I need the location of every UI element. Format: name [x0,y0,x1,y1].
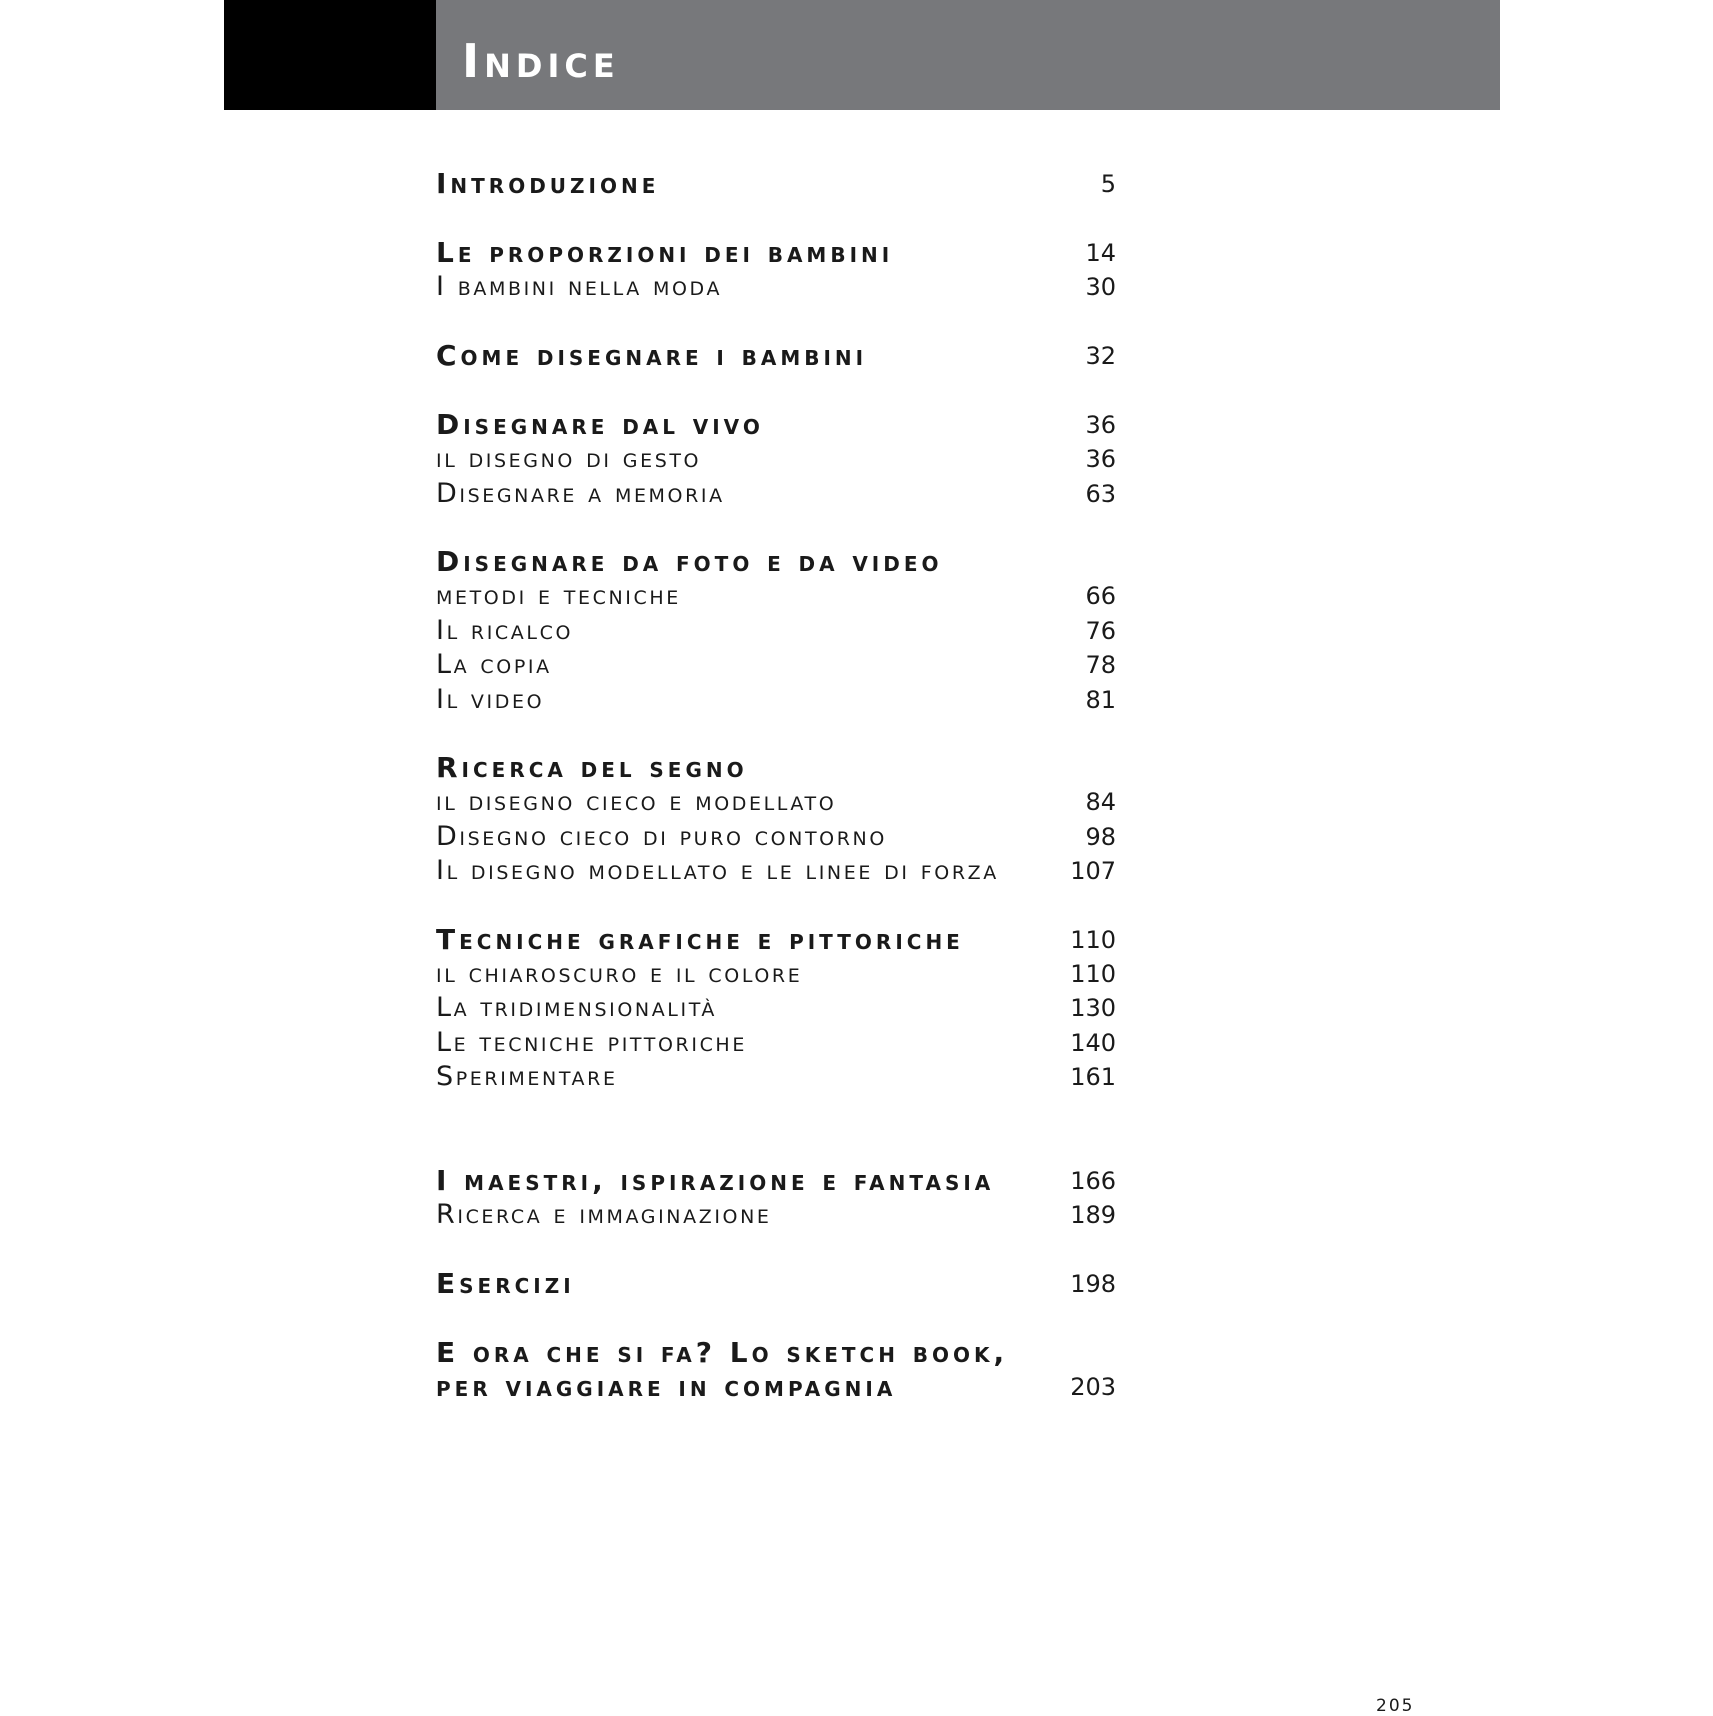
toc-entry-page: 32 [1085,342,1116,370]
toc-entry-label: Ricerca del segno [436,751,748,784]
toc-entry-page: 36 [1085,445,1116,473]
toc-entry[interactable] [436,785,1116,819]
toc-entry[interactable] [436,270,1116,304]
toc-entry[interactable] [436,1164,1116,1198]
toc-entry[interactable] [436,579,1116,613]
toc-entry[interactable] [436,854,1116,888]
toc-entry-page: 81 [1085,686,1116,714]
toc-entry-label: Le proporzioni dei bambini [436,236,894,269]
toc-entry-page: 189 [1070,1201,1116,1229]
toc-entry[interactable] [436,545,1116,579]
toc-entry[interactable] [436,1267,1116,1301]
toc-entry-label: E ora che si fa? Lo sketch book, [436,1336,1009,1369]
toc-entry-page: 14 [1085,239,1116,267]
toc-entry-label: il disegno di gesto [436,443,702,474]
toc-entry-page: 78 [1085,651,1116,679]
toc-entry-label: La tridimensionalità [436,992,718,1023]
toc-entry-label: I bambini nella moda [436,271,723,302]
toc-entry[interactable] [436,648,1116,682]
toc-entry-page: 66 [1085,582,1116,610]
page-title: Indice [462,34,620,88]
toc-entry[interactable] [436,683,1116,717]
toc-entry[interactable] [436,408,1116,442]
toc-entry[interactable] [436,442,1116,476]
toc-entry[interactable] [436,820,1116,854]
toc-entry-label: Il disegno modellato e le linee di forza [436,855,999,886]
toc-entry[interactable] [436,477,1116,511]
toc-entry[interactable] [436,167,1116,201]
toc-entry-page: 107 [1070,857,1116,885]
toc-entry-label: Disegnare da foto e da video [436,545,943,578]
toc-entry[interactable] [436,1060,1116,1094]
toc-entry-label: La copia [436,649,552,680]
toc-entry-page: 110 [1070,960,1116,988]
toc-entry-page: 110 [1070,926,1116,954]
toc-entry-label: Sperimentare [436,1061,618,1092]
toc-entry-label: Il video [436,684,545,715]
toc-entry[interactable] [436,991,1116,1025]
toc-entry-page: 63 [1085,480,1116,508]
toc-entry-page: 30 [1085,273,1116,301]
toc-entry-page: 166 [1070,1167,1116,1195]
toc-entry-label: Disegnare dal vivo [436,408,764,441]
toc-entry[interactable] [436,1336,1116,1370]
page-number: 205 [1376,1696,1415,1716]
toc-entry-page: 140 [1070,1029,1116,1057]
toc-entry-label: Come disegnare i bambini [436,339,868,372]
toc-entry[interactable] [436,236,1116,270]
toc-entry-page: 84 [1085,788,1116,816]
toc-entry-label: Introduzione [436,167,660,200]
toc-entry-label: Disegno cieco di puro contorno [436,821,887,852]
toc-entry-page: 130 [1070,994,1116,1022]
toc-entry[interactable] [436,751,1116,785]
toc-entry[interactable] [436,1026,1116,1060]
toc-entry-label: Il ricalco [436,615,574,646]
toc-entry-label: I maestri, ispirazione e fantasia [436,1164,995,1197]
toc-entry[interactable] [436,614,1116,648]
toc-entry[interactable] [436,1370,1116,1404]
toc-entry-page: 98 [1085,823,1116,851]
toc-entry-label: per viaggiare in compagnia [436,1370,897,1403]
header-black-block [224,0,436,110]
toc-entry-page: 203 [1070,1373,1116,1401]
toc-entry-label: il disegno cieco e modellato [436,786,837,817]
toc-entry-label: Esercizi [436,1267,575,1300]
toc-entry-page: 36 [1085,411,1116,439]
toc-entry[interactable] [436,957,1116,991]
toc-entry-page: 198 [1070,1270,1116,1298]
toc-entry-page: 5 [1100,170,1116,198]
toc-entry-label: Ricerca e immaginazione [436,1199,772,1230]
toc-entry-page: 76 [1085,617,1116,645]
toc-entry[interactable] [436,1198,1116,1232]
toc-entry-label: Disegnare a memoria [436,478,725,509]
toc-entry[interactable] [436,923,1116,957]
toc-entry-label: metodi e tecniche [436,580,681,611]
toc-entry[interactable] [436,339,1116,373]
toc-entry-label: il chiaroscuro e il colore [436,958,803,989]
toc-entry-label: Le tecniche pittoriche [436,1027,747,1058]
toc-entry-label: Tecniche grafiche e pittoriche [436,923,964,956]
toc-entry-page: 161 [1070,1063,1116,1091]
